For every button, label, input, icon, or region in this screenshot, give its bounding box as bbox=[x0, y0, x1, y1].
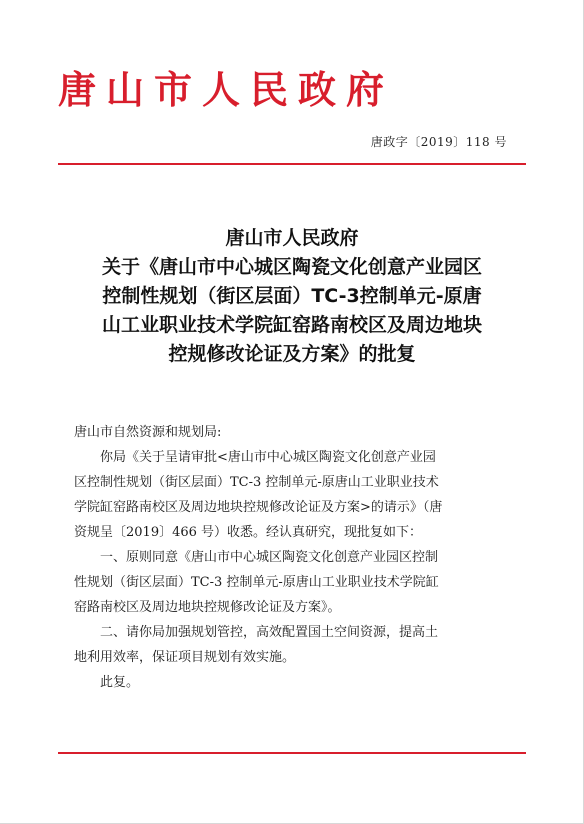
body-line: 性规划（街区层面）TC-3 控制单元-原唐山工业职业技术学院缸 bbox=[74, 575, 439, 590]
header-red-rule bbox=[58, 163, 526, 165]
heading-line: 控制性规划（街区层面）TC-3控制单元-原唐 bbox=[102, 285, 482, 307]
closing-text: 此复。 bbox=[100, 675, 140, 690]
body-line: 学院缸窑路南校区及周边地块控规修改论证及方案>的请示》（唐 bbox=[74, 500, 443, 515]
government-header-title: 唐山市人民政府 bbox=[58, 67, 395, 112]
document-body bbox=[74, 420, 512, 695]
heading-line: 关于《唐山市中心城区陶瓷文化创意产业园区 bbox=[101, 256, 482, 278]
body-line: 地利用效率，保证项目规划有效实施。 bbox=[74, 650, 296, 665]
body-line: 二、请你局加强规划管控，高效配置国土空间资源，提高土 bbox=[100, 625, 439, 640]
body-line: 资规呈〔2019〕466 号）收悉。经认真研究，现批复如下： bbox=[74, 525, 423, 540]
document-number: 唐政字〔2019〕118 号 bbox=[370, 135, 507, 149]
document-heading bbox=[56, 224, 528, 369]
addressee: 唐山市自然资源和规划局: bbox=[74, 425, 222, 440]
paragraph-approval bbox=[74, 545, 512, 620]
heading-line: 控规修改论证及方案》的批复 bbox=[168, 343, 416, 365]
body-line: 区控制性规划（街区层面）TC-3 控制单元-原唐山工业职业技术 bbox=[74, 475, 439, 490]
paragraph-request bbox=[74, 445, 512, 545]
body-line: 窑路南校区及周边地块控规修改论证及方案》。 bbox=[74, 600, 341, 615]
footer-red-rule bbox=[58, 752, 526, 754]
heading-line: 山工业职业技术学院缸窑路南校区及周边地块 bbox=[101, 314, 482, 336]
body-line: 你局《关于呈请审批<唐山市中心城区陶瓷文化创意产业园 bbox=[100, 450, 436, 465]
heading-line: 唐山市人民政府 bbox=[225, 227, 359, 249]
body-line: 一、原则同意《唐山市中心城区陶瓷文化创意产业园区控制 bbox=[100, 550, 439, 565]
paragraph-requirements bbox=[74, 620, 512, 670]
